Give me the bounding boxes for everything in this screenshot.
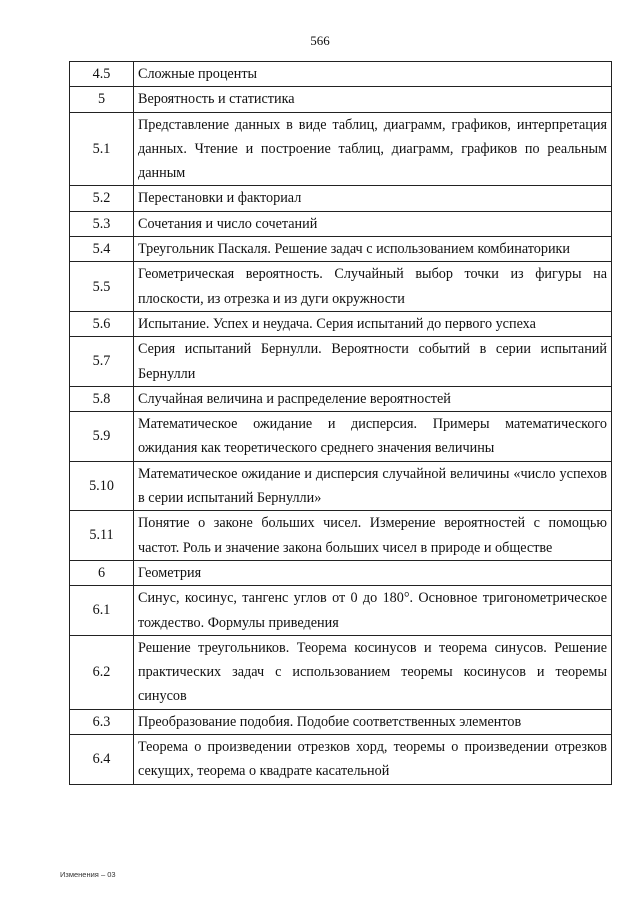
section-topic: Понятие о законе больших чисел. Измерение вероятностей с помощью частот. Роль и значение закона больших чисел в природе и обществе xyxy=(134,511,612,561)
table-row xyxy=(70,87,612,112)
section-number: 5.7 xyxy=(70,337,134,387)
section-number: 5.3 xyxy=(70,211,134,236)
section-number: 5.1 xyxy=(70,112,134,186)
section-number: 5.4 xyxy=(70,237,134,262)
section-topic: Преобразование подобия. Подобие соответственных элементов xyxy=(134,709,612,734)
section-topic: Испытание. Успех и неудача. Серия испытаний до первого успеха xyxy=(134,311,612,336)
section-topic: Математическое ожидание и дисперсия. Примеры математического ожидания как теоретического среднего значения величины xyxy=(134,412,612,462)
table-row xyxy=(70,337,612,387)
section-topic: Теорема о произведении отрезков хорд, теоремы о произведении отрезков секущих, теорема о квадрате касательной xyxy=(134,735,612,785)
section-number: 5 xyxy=(70,87,134,112)
section-topic: Геометрия xyxy=(134,560,612,585)
table-row xyxy=(70,560,612,585)
section-number: 5.9 xyxy=(70,412,134,462)
section-number: 6.1 xyxy=(70,586,134,636)
table-row xyxy=(70,386,612,411)
table-row xyxy=(70,511,612,561)
section-topic: Геометрическая вероятность. Случайный выбор точки из фигуры на плоскости, из отрезка и из дуги окружности xyxy=(134,262,612,312)
table-row xyxy=(70,237,612,262)
curriculum-table xyxy=(69,61,612,785)
section-topic: Сочетания и число сочетаний xyxy=(134,211,612,236)
table-row xyxy=(70,461,612,511)
section-topic: Представление данных в виде таблиц, диаграмм, графиков, интерпретация данных. Чтение и построение таблиц, диаграмм, графиков по реальным данным xyxy=(134,112,612,186)
section-topic: Сложные проценты xyxy=(134,62,612,87)
section-number: 5.11 xyxy=(70,511,134,561)
section-number: 6.2 xyxy=(70,635,134,709)
table-row xyxy=(70,211,612,236)
section-number: 6.4 xyxy=(70,735,134,785)
table-row xyxy=(70,262,612,312)
section-topic: Вероятность и статистика xyxy=(134,87,612,112)
table-row xyxy=(70,586,612,636)
section-topic: Серия испытаний Бернулли. Вероятности событий в серии испытаний Бернулли xyxy=(134,337,612,387)
section-number: 5.6 xyxy=(70,311,134,336)
section-number: 5.8 xyxy=(70,386,134,411)
section-topic: Синус, косинус, тангенс углов от 0 до 180°. Основное тригонометрическое тождество. Формулы приведения xyxy=(134,586,612,636)
section-topic: Треугольник Паскаля. Решение задач с использованием комбинаторики xyxy=(134,237,612,262)
table-row xyxy=(70,112,612,186)
table-row xyxy=(70,709,612,734)
section-topic: Решение треугольников. Теорема косинусов и теорема синусов. Решение практических задач с использованием теоремы косинусов и теоремы синусов xyxy=(134,635,612,709)
section-topic: Перестановки и факториал xyxy=(134,186,612,211)
table-row xyxy=(70,735,612,785)
table-body xyxy=(70,62,612,785)
table-row xyxy=(70,186,612,211)
section-number: 5.10 xyxy=(70,461,134,511)
table-row xyxy=(70,412,612,462)
section-number: 6 xyxy=(70,560,134,585)
page-number: 566 xyxy=(310,33,330,48)
section-number: 5.5 xyxy=(70,262,134,312)
table-row xyxy=(70,311,612,336)
section-topic: Случайная величина и распределение вероятностей xyxy=(134,386,612,411)
section-number: 4.5 xyxy=(70,62,134,87)
section-number: 5.2 xyxy=(70,186,134,211)
section-number: 6.3 xyxy=(70,709,134,734)
section-topic: Математическое ожидание и дисперсия случайной величины «число успехов в серии испытаний Бернулли» xyxy=(134,461,612,511)
footer-revision-note: Изменения – 03 xyxy=(60,870,116,879)
table-row xyxy=(70,635,612,709)
table-row xyxy=(70,62,612,87)
